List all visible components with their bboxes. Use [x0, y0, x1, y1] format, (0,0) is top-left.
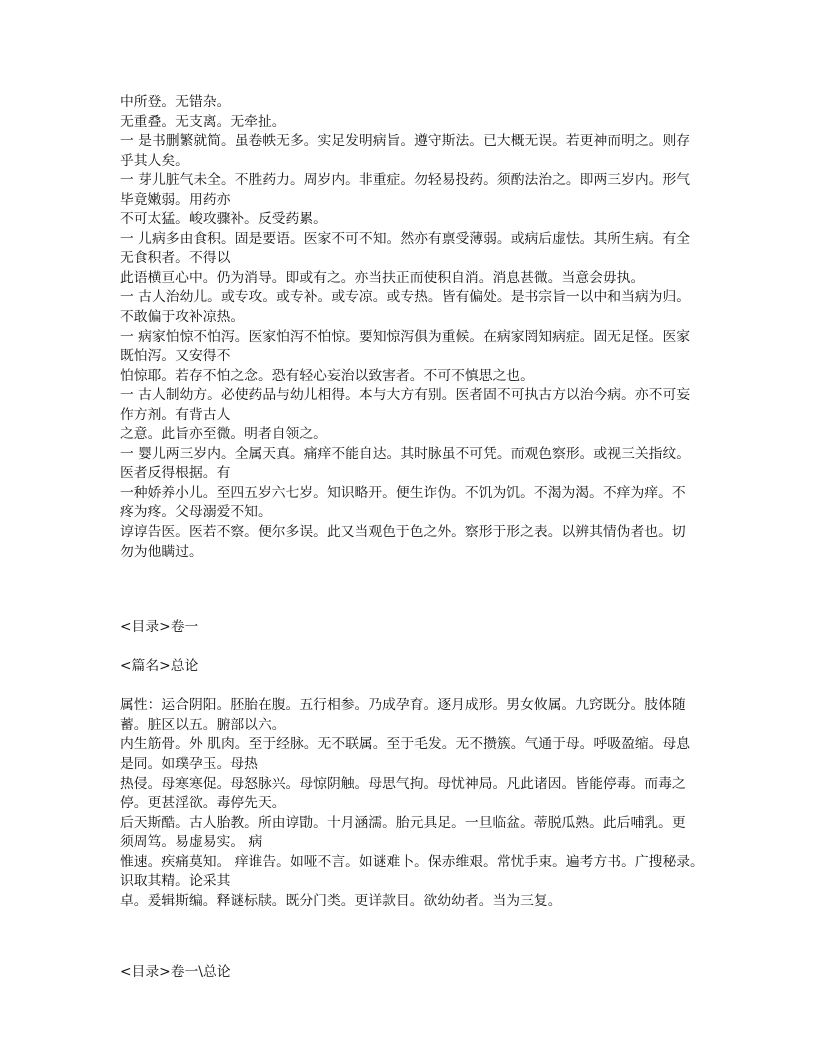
text-line: 一种娇养小儿。至四五岁六七岁。知识略开。便生诈伪。不饥为饥。不渴为渴。不痒为痒。不 — [120, 484, 686, 501]
chapter-title: <篇名>总论 — [120, 658, 199, 675]
text-line: 须周笃。易虚易实。 病 — [120, 834, 263, 851]
text-line: 一 是书删繁就简。虽卷帙无多。实足发明病旨。遵守斯法。已大概无误。若更神而明之。则存 — [120, 133, 691, 150]
text-line: 中所登。无错杂。 — [120, 94, 231, 110]
text-line: 一 病家怕惊不怕泻。医家怕泻不怕惊。要知惊泻俱为重候。在病家罔知病症。固无足怪。医家 — [120, 328, 691, 345]
text-line: 识取其精。论采其 — [120, 873, 231, 890]
text-line: 作方剂。有背古人 — [120, 406, 231, 423]
text-line: 一 古人治幼儿。或专攻。或专补。或专凉。或专热。皆有偏处。是书宗旨一以中和当病为归。 — [120, 289, 691, 306]
text-line: 一 儿病多由食积。固是要语。医家不可不知。然亦有禀受薄弱。或病后虚怯。其所生病。有全 — [120, 230, 691, 247]
toc-footer-heading: <目录>卷一\总论 — [120, 964, 231, 981]
text-line: 之意。此旨亦至微。明者自领之。 — [120, 426, 327, 443]
text-line: 怕惊耶。若存不怕之念。恐有轻心妄治以致害者。不可不慎思之也。 — [120, 367, 534, 384]
text-line: 热侵。母寒寒促。母怒脉兴。母惊阴触。母思气拘。母忧神局。凡此诸因。皆能停毒。而毒之 — [120, 775, 686, 792]
general-discussion-section — [120, 696, 710, 911]
text-line: 一 芽儿脏气未全。不胜药力。周岁内。非重症。勿轻易投药。须酌法治之。即两三岁内。形气 — [120, 172, 691, 189]
text-line: 卓。爰辑斯编。释谜标牍。既分门类。更详款目。欲幼幼者。当为三复。 — [120, 892, 562, 909]
text-line: 一 古人制幼方。必使药品与幼儿相得。本与大方有别。医者固不可执古方以治今病。亦不可妄 — [120, 387, 691, 404]
text-line: 医者反得根据。有 — [120, 465, 231, 482]
text-line: 后天斯酷。古人胎教。所由谆勖。十月涵濡。胎元具足。一旦临盆。蒂脱瓜熟。此后哺乳。更 — [120, 814, 686, 831]
text-line: 无重叠。无支离。无牵扯。 — [120, 113, 286, 130]
text-line: 停。更甚淫欲。毒停先天。 — [120, 795, 286, 812]
text-line: 疼为疼。父母溺爱不知。 — [120, 504, 272, 521]
text-line: 内生筋骨。外 肌肉。至于经脉。无不联属。至于毛发。无不攒簇。气通于母。呼吸盈缩。母息 — [120, 736, 691, 753]
document-page — [120, 93, 710, 983]
text-line: 此语横亘心中。仍为消导。即或有之。亦当扶正而使积自消。消息甚微。当意会毋执。 — [120, 269, 645, 286]
text-line: 毕竟嫩弱。用药亦 — [120, 191, 231, 208]
text-line: 既怕泻。又安得不 — [120, 348, 231, 365]
text-line: 蓄。脏区以五。腑部以六。 — [120, 716, 286, 733]
text-line: 惟速。疾痛莫知。 痒谁告。如哑不言。如谜难卜。保赤维艰。常忧手束。遍考方书。广搜秘录。 — [120, 853, 704, 870]
text-line: 谆谆告医。医若不察。便尔多误。此又当观色于色之外。察形于形之表。以辨其情伪者也。切 — [120, 524, 686, 541]
toc-heading: <目录>卷一 — [120, 619, 199, 636]
text-line: 是同。如璞孕玉。母热 — [120, 755, 258, 772]
text-line: 乎其人矣。 — [120, 152, 189, 169]
preface-section — [120, 93, 710, 562]
text-line: 勿为他瞒过。 — [120, 543, 203, 560]
text-line: 属性：运合阴阳。胚胎在腹。五行相参。乃成孕育。逐月成形。男女攸属。九窍既分。肢体随 — [120, 697, 686, 714]
text-line: 不可太猛。峻攻骤补。反受药累。 — [120, 211, 327, 228]
text-line: 不敢偏于攻补凉热。 — [120, 309, 245, 326]
text-line: 无食积者。不得以 — [120, 250, 231, 267]
text-line: 一 婴儿两三岁内。全属天真。痛痒不能自达。其时脉虽不可凭。而观色察形。或视三关指纹。 — [120, 445, 691, 462]
